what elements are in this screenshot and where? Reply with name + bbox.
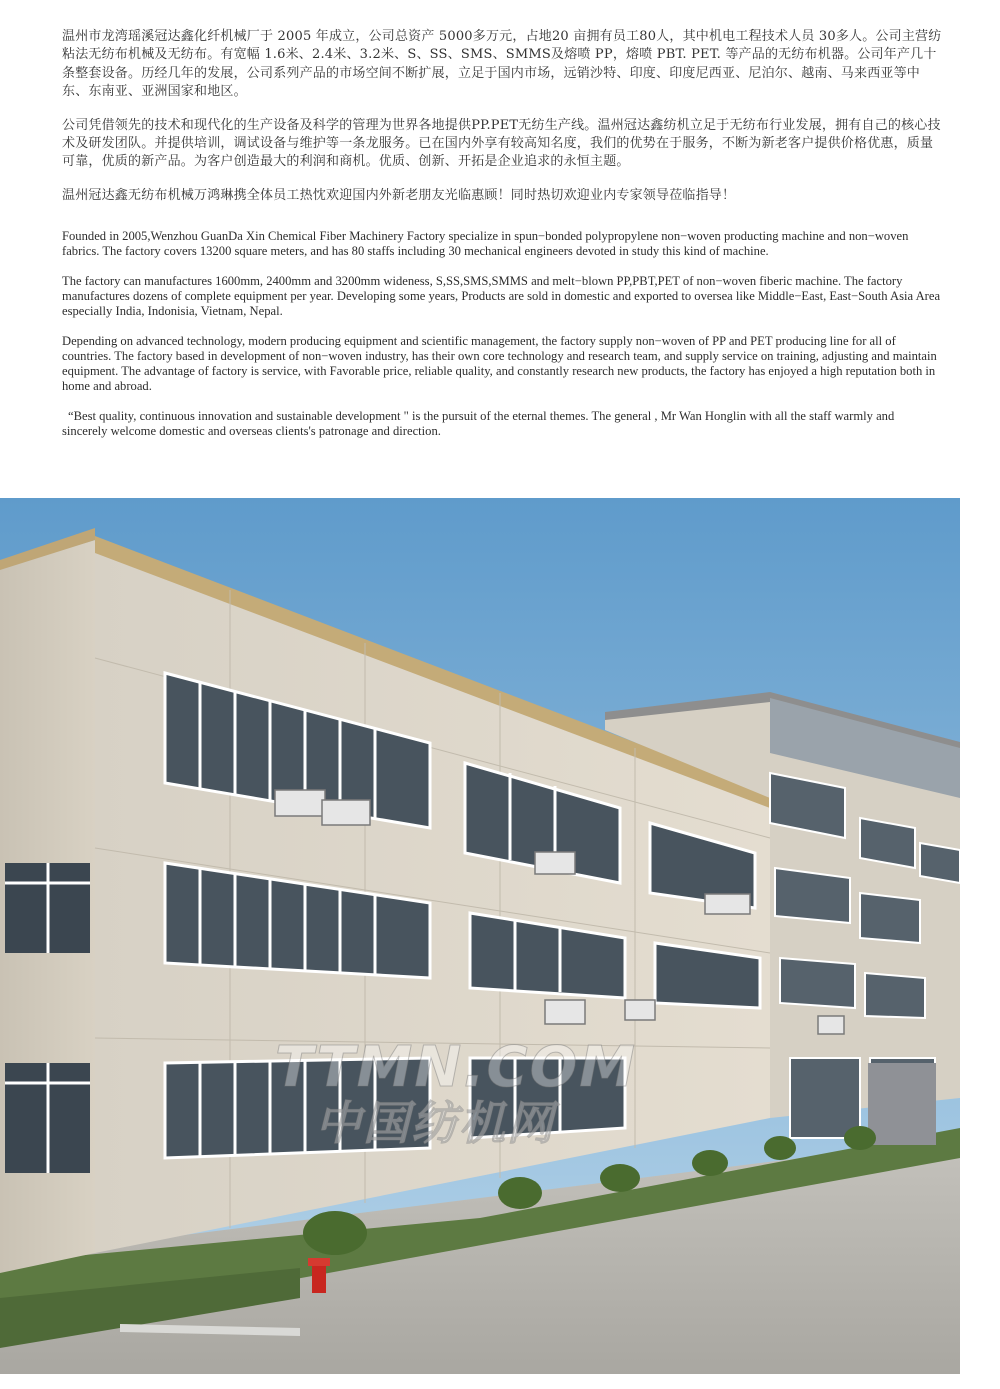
chinese-paragraph-intro: 温州市龙湾瑶溪冠达鑫化纤机械厂于 2005 年成立，公司总资产 5000多万元，占地20 亩拥有员工80人，其中机电工程技术人员 30多人。公司主营纺粘法无纺布机械及无纺布。有宽幅 1.6米、2.4米、3.2米、S、SS、SMS、SMMS及熔喷 PP，熔喷 PBT. PET. 等产品的无纺布机器。公司年产几十条整套设备。历经几年的发展，公司系列产品的市场空间不断扩展，立足于国内市场，远销沙特、印度、印度尼西亚、尼泊尔、越南、马来西亚等中东、东南亚、亚洲国家和地区。 [62, 29, 942, 100]
english-paragraph-products: The factory can manufactures 1600mm, 2400mm and 3200mm wideness, S,SS,SMS,SMMS and melt−blown PP,PBT,PET of non−woven fiberic machine. The factory manufactures dozens of complete equipment per year. Developing some years, Products are sold in domestic and exported to oversea like Middle−East, East−South Asia Area especially India, Indonisia, Vietnam, Nepal. [62, 274, 941, 319]
chinese-paragraph-technology: 公司凭借领先的技术和现代化的生产设备及科学的管理为世界各地提供PP.PET无纺生产线。温州冠达鑫纺机立足于无纺布行业发展，拥有自己的核心技术及研发团队。并提供培训，调试设备与维护等一条龙服务。已在国内外享有较高知名度，我们的优势在于服务，不断为新老客户提供价格优惠，质量可靠，优质的新产品。为客户创造最大的利润和商机。优质、创新、开拓是企业追求的永恒主题。 [62, 117, 941, 170]
english-paragraph-founded: Founded in 2005,Wenzhou GuanDa Xin Chemical Fiber Machinery Factory specialize in spun−bonded polypropylene non−woven producting machine and non−woven fabrics. The factory covers 13200 square meters, and has 80 staffs including 30 mechanical engineers devoted in study this kind of machine. [62, 229, 909, 259]
text-section [62, 28, 942, 454]
watermark-url: TTMN.COM [275, 1035, 637, 1100]
english-paragraph-technology: Depending on advanced technology, modern producing equipment and scientific management, the factory supply non−woven of PP and PET producing line for all of countries. The factory based in development of non−woven industry, has their own core technology and research team, and supply service on training, adjusting and maintain equipment. The advantage of factory is service, with Favorable price, reliable quality, and constantly research new products, the factory has enjoyed a high reputation both in home and abroad. [62, 334, 937, 394]
watermark [275, 1035, 637, 1150]
english-paragraph-motto: “Best quality, continuous innovation and sustainable development " is the pursuit of the eternal themes. The general , Mr Wan Honglin with all the staff warmly and sincerely welcome domestic and overseas clients's patronage and direction. [62, 409, 895, 439]
watermark-chinese: 中国纺机网 [315, 1096, 555, 1150]
factory-building-photo [0, 498, 960, 1374]
chinese-paragraph-welcome: 温州冠达鑫无纺布机械万鸿琳携全体员工热忱欢迎国内外新老朋友光临惠顾！同时热切欢迎业内专家领导莅临指导！ [62, 187, 736, 203]
